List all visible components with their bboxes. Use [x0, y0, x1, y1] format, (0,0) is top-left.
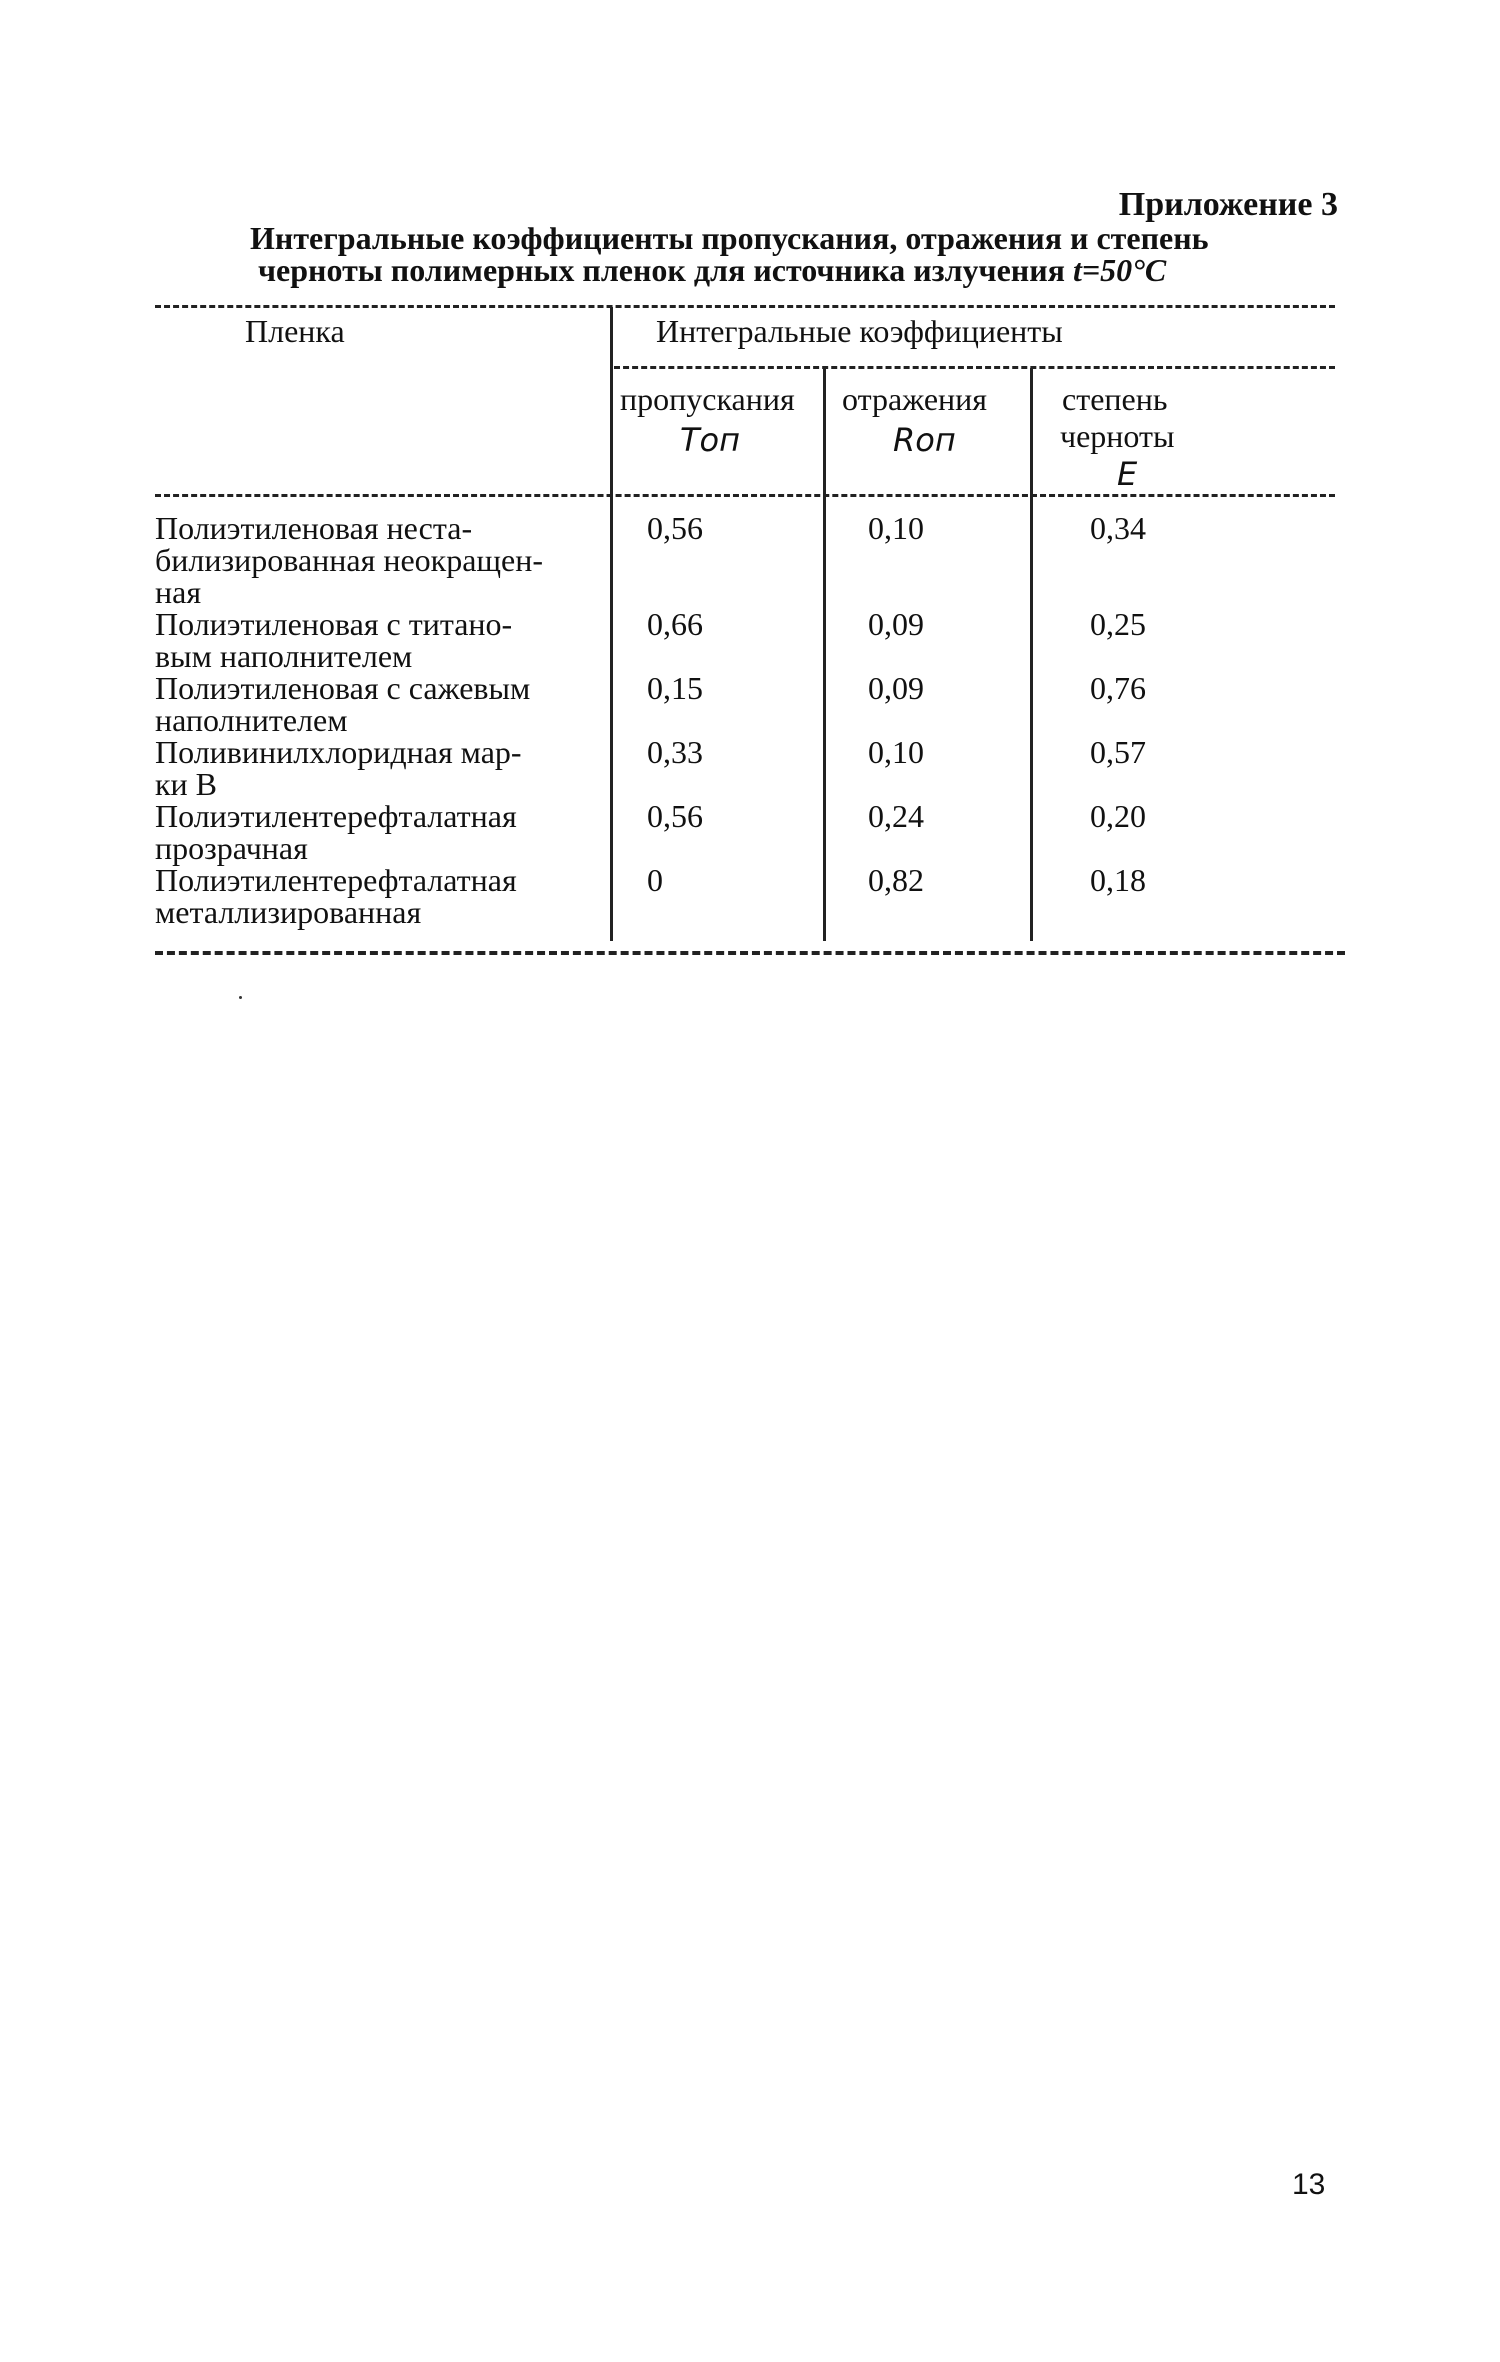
row-4-transmission: 0,33 [647, 734, 703, 770]
table-divider-1 [610, 307, 613, 941]
row-5-transmission: 0,56 [647, 798, 703, 834]
column-header-film: Пленка [245, 313, 345, 349]
table-bottom-rule [155, 951, 1345, 955]
row-3-emissivity: 0,76 [1090, 670, 1146, 706]
row-6-name-line-1: Полиэтилентерефталатная [155, 862, 517, 898]
row-3-transmission: 0,15 [647, 670, 703, 706]
row-4-emissivity: 0,57 [1090, 734, 1146, 770]
table-divider-3 [1030, 368, 1033, 941]
row-1-name-line-3: ная [155, 574, 202, 610]
row-2-transmission: 0,66 [647, 606, 703, 642]
row-6-name-line-2: металлизированная [155, 894, 422, 930]
column-header-reflection: отражения [842, 381, 988, 417]
emissivity-symbol: E [1117, 455, 1138, 493]
row-4-reflection: 0,10 [868, 734, 924, 770]
table-title-text: черноты полимерных пленок для источника излучения [258, 252, 1073, 288]
row-2-emissivity: 0,25 [1090, 606, 1146, 642]
scan-speck [239, 996, 242, 999]
table-title-line-2 [258, 252, 1166, 289]
row-5-emissivity: 0,20 [1090, 798, 1146, 834]
header-bottom-rule [155, 494, 1335, 497]
page-number: 13 [1292, 2168, 1326, 2201]
table-divider-2 [823, 368, 826, 941]
appendix-label: Приложение 3 [1118, 186, 1338, 223]
row-1-transmission: 0,56 [647, 510, 703, 546]
row-2-name-line-2: вым наполнителем [155, 638, 413, 674]
row-3-name-line-1: Полиэтиленовая с сажевым [155, 670, 531, 706]
reflection-symbol: Rоп [893, 421, 956, 459]
table-title-line-1: Интегральные коэффициенты пропускания, отражения и степень [250, 220, 1209, 256]
row-1-emissivity: 0,34 [1090, 510, 1146, 546]
column-header-transmission: пропускания [620, 381, 795, 417]
row-6-transmission: 0 [647, 862, 663, 898]
table-title-temperature: t=50°C [1072, 252, 1167, 288]
row-1-reflection: 0,10 [868, 510, 924, 546]
column-header-emissivity-2: черноты [1060, 418, 1175, 454]
row-3-name-line-2: наполнителем [155, 702, 348, 738]
row-3-reflection: 0,09 [868, 670, 924, 706]
row-2-reflection: 0,09 [868, 606, 924, 642]
row-5-reflection: 0,24 [868, 798, 924, 834]
row-5-name-line-2: прозрачная [155, 830, 308, 866]
row-1-name-line-2: билизированная неокращен- [155, 542, 544, 578]
row-6-emissivity: 0,18 [1090, 862, 1146, 898]
row-6-reflection: 0,82 [868, 862, 924, 898]
group-header-rule [614, 366, 1335, 369]
row-5-name-line-1: Полиэтилентерефталатная [155, 798, 517, 834]
row-4-name-line-1: Поливинилхлоридная мар- [155, 734, 522, 770]
row-2-name-line-1: Полиэтиленовая с титано- [155, 606, 513, 642]
row-1-name-line-1: Полиэтиленовая неста- [155, 510, 473, 546]
row-4-name-line-2: ки В [155, 766, 218, 802]
column-header-emissivity-1: степень [1062, 381, 1168, 417]
column-group-header: Интегральные коэффициенты [656, 313, 1063, 349]
table-top-rule [155, 305, 1335, 308]
transmission-symbol: Tоп [680, 421, 741, 459]
